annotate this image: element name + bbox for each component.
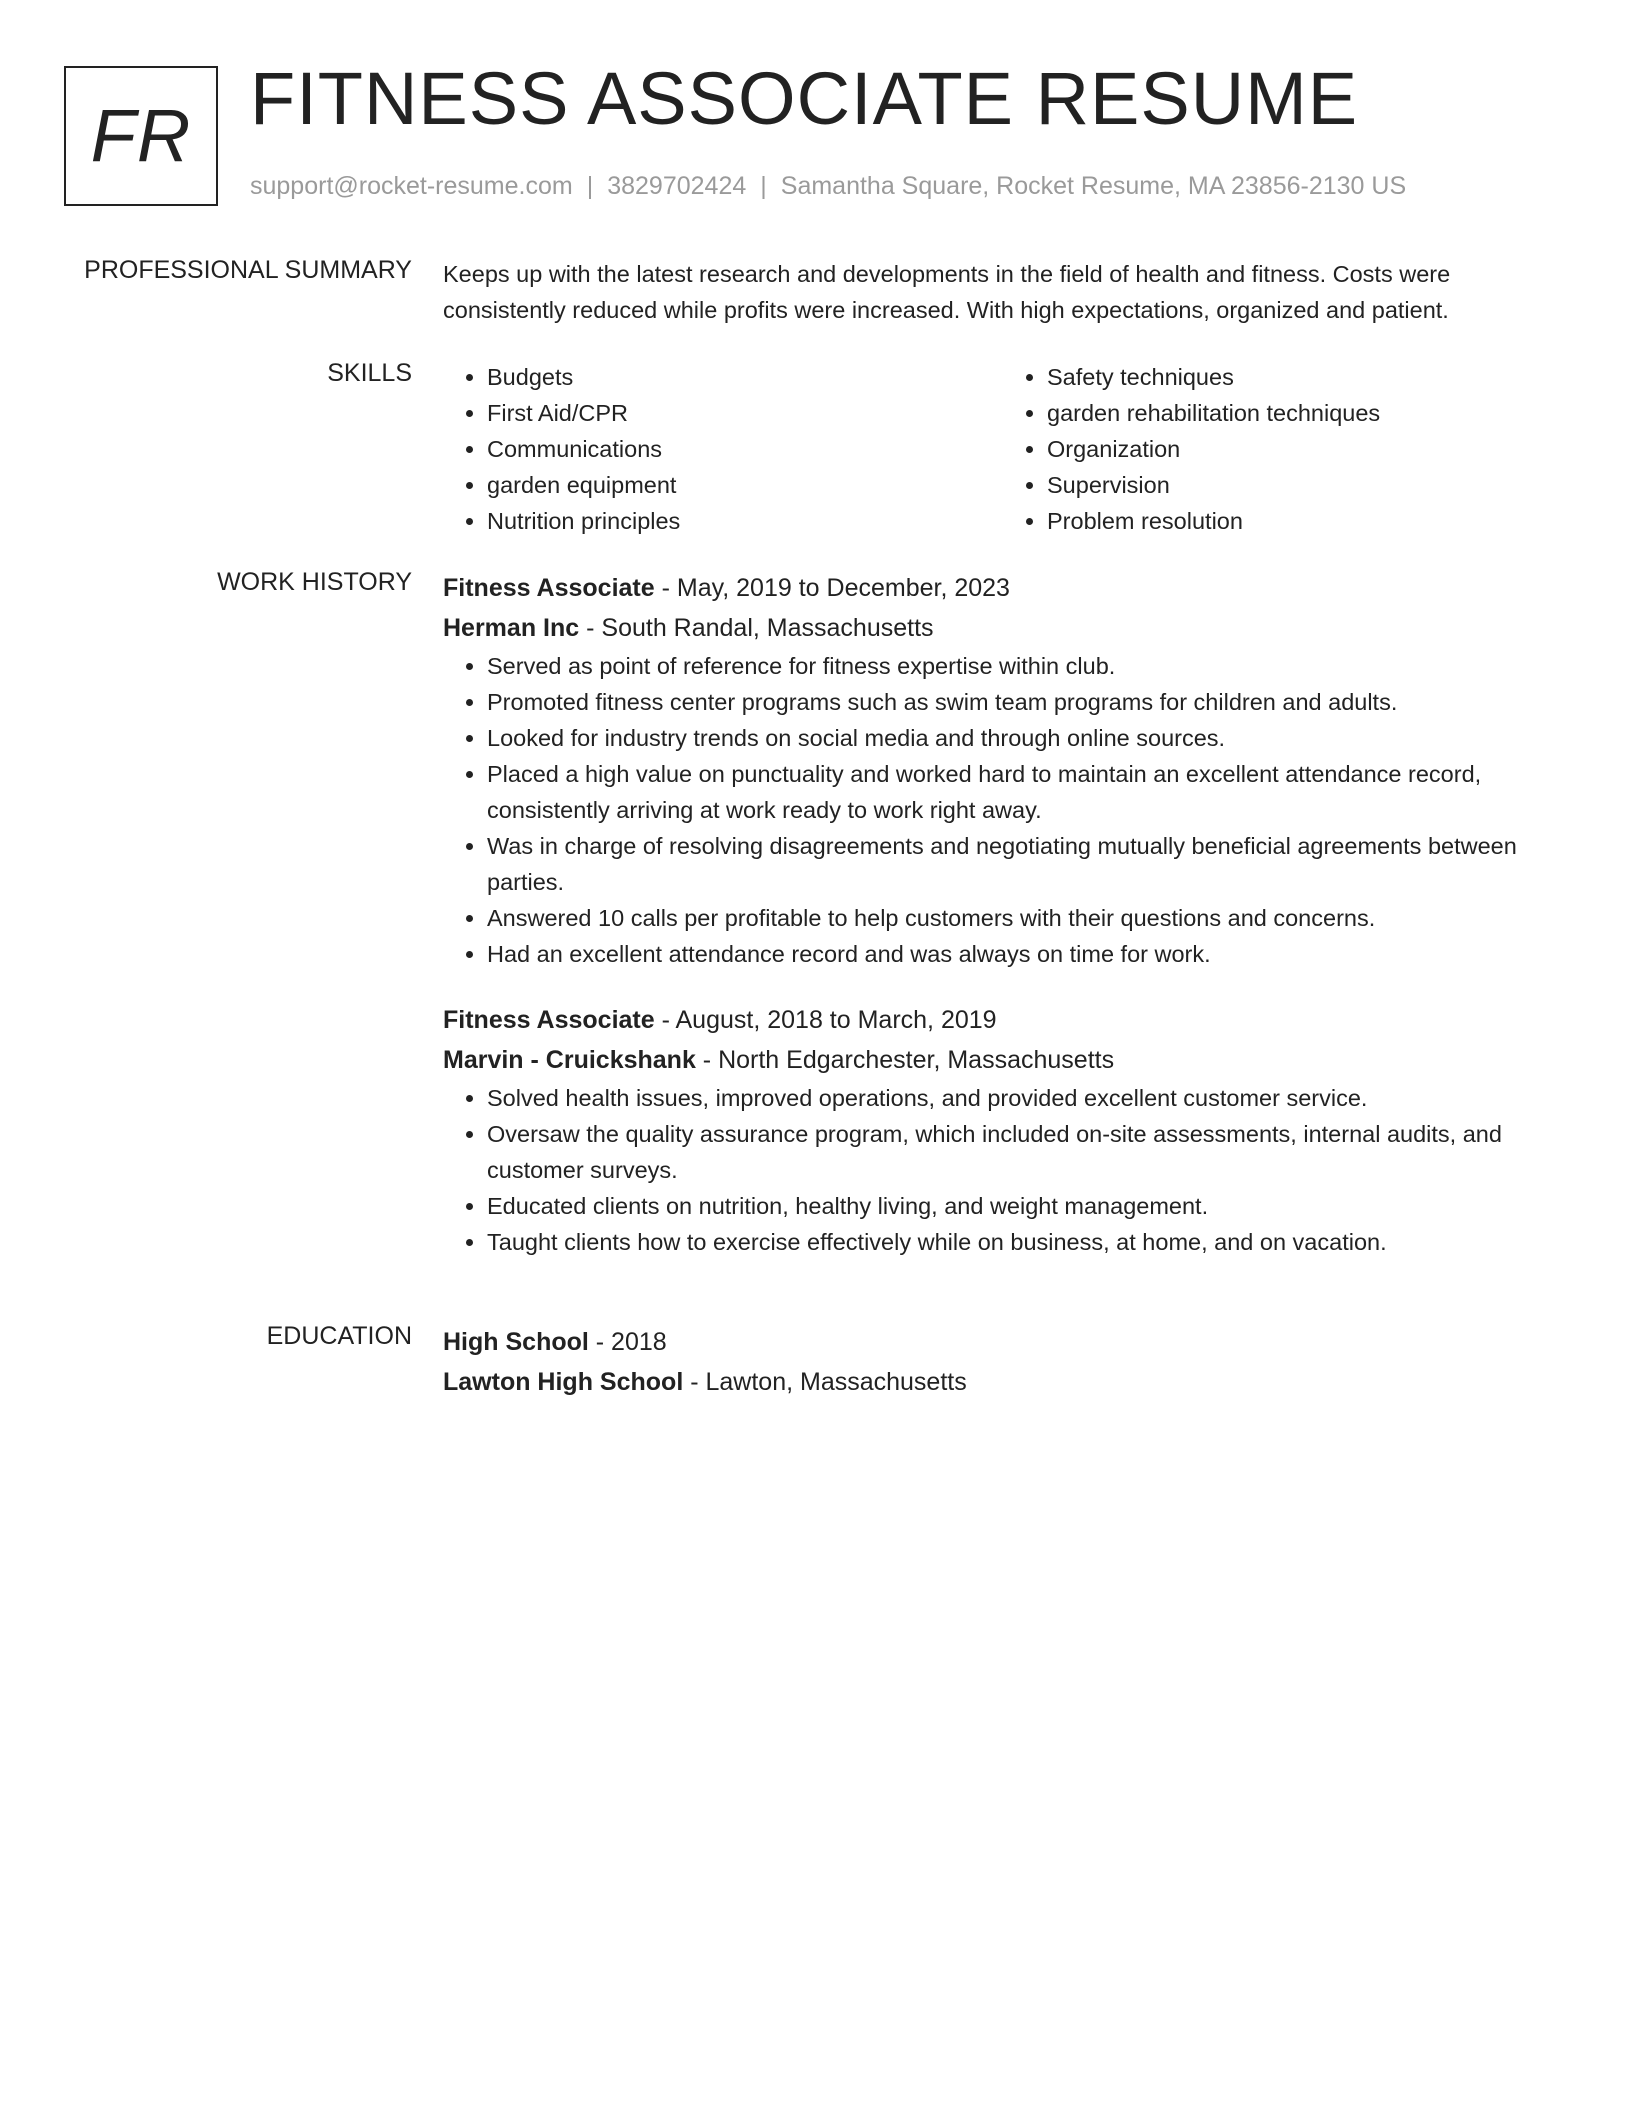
section-heading: WORK HISTORY <box>217 568 412 596</box>
school-location: - Lawton, Massachusetts <box>683 1368 967 1396</box>
duty-item: • Oversaw the quality assurance program, which included on-site assessments, internal audits, and customer surveys. <box>487 1116 1563 1188</box>
skill-item: • Organization <box>1047 431 1563 467</box>
duty-item: • Looked for industry trends on social media and through online sources. <box>487 720 1563 756</box>
school-name: Lawton High School <box>443 1368 684 1396</box>
skills-list-left <box>443 359 1003 539</box>
job-location: - South Randal, Massachusetts <box>579 614 934 642</box>
duty-item: • Solved health issues, improved operations, and provided excellent customer service. <box>487 1080 1563 1116</box>
section-heading: SKILLS <box>327 359 412 387</box>
skill-item: • Problem resolution <box>1047 503 1563 539</box>
duty-item: • Served as point of reference for fitness expertise within club. <box>487 648 1563 684</box>
skill-item: • garden equipment <box>487 467 1003 503</box>
skill-item: • Nutrition principles <box>487 503 1003 539</box>
contact-phone[interactable]: 3829702424 <box>607 172 747 200</box>
job-company-line <box>443 608 1563 648</box>
job-dates: - August, 2018 to March, 2019 <box>654 1006 997 1034</box>
school-line <box>443 1362 1563 1402</box>
contact-separator: | <box>760 172 767 200</box>
job-entry <box>443 568 1563 972</box>
duty-item: • Educated clients on nutrition, healthy living, and weight management. <box>487 1188 1563 1224</box>
duty-item: • Promoted fitness center programs such as swim team programs for children and adults. <box>487 684 1563 720</box>
work-history-body <box>443 568 1563 1260</box>
skill-item: • Safety techniques <box>1047 359 1563 395</box>
skills-body <box>443 359 1563 539</box>
contact-address: Samantha Square, Rocket Resume, MA 23856-2130 US <box>780 172 1407 200</box>
job-title-line <box>443 568 1563 608</box>
job-title: Fitness Associate <box>443 1006 655 1034</box>
summary-text: Keeps up with the latest research and developments in the field of health and fitness. Costs were consistently reduced while profits were increased. With high expectations, organized and patient. <box>443 261 1451 323</box>
resume-title: FITNESS ASSOCIATE RESUME <box>250 57 1359 140</box>
skill-item: • Budgets <box>487 359 1003 395</box>
skill-item: • First Aid/CPR <box>487 395 1003 431</box>
education-body <box>443 1322 1563 1402</box>
job-dates: - May, 2019 to December, 2023 <box>654 574 1010 602</box>
contact-email[interactable]: support@rocket-resume.com <box>250 172 573 200</box>
degree-year: - 2018 <box>588 1328 667 1356</box>
job-company: Marvin - Cruickshank <box>443 1046 696 1074</box>
job-duties-list <box>443 1080 1563 1260</box>
duty-item: • Had an excellent attendance record and was always on time for work. <box>487 936 1563 972</box>
duty-item: • Answered 10 calls per profitable to help customers with their questions and concerns. <box>487 900 1563 936</box>
skill-item: • Supervision <box>1047 467 1563 503</box>
job-title-line <box>443 1000 1563 1040</box>
duty-item: • Taught clients how to exercise effectively while on business, at home, and on vacation. <box>487 1224 1563 1260</box>
degree-name: High School <box>443 1328 589 1356</box>
job-location: - North Edgarchester, Massachusetts <box>695 1046 1115 1074</box>
degree-line <box>443 1322 1563 1362</box>
duty-item: • Was in charge of resolving disagreements and negotiating mutually beneficial agreements between parties. <box>487 828 1563 900</box>
job-company-line <box>443 1040 1563 1080</box>
monogram-box <box>64 66 218 206</box>
job-title: Fitness Associate <box>443 574 655 602</box>
skill-item: • Communications <box>487 431 1003 467</box>
job-company: Herman Inc <box>443 614 580 642</box>
job-entry <box>443 1000 1563 1260</box>
section-heading: PROFESSIONAL SUMMARY <box>84 256 412 284</box>
skills-list-right <box>1003 359 1563 539</box>
monogram-initials: FR <box>90 94 192 177</box>
section-heading: EDUCATION <box>266 1322 412 1350</box>
skill-item: • garden rehabilitation techniques <box>1047 395 1563 431</box>
job-duties-list <box>443 648 1563 972</box>
duty-item: • Placed a high value on punctuality and worked hard to maintain an excellent attendance record, consistently arriving at work ready to work right away. <box>487 756 1563 828</box>
summary-body <box>443 256 1563 328</box>
contact-separator: | <box>586 172 594 200</box>
contact-line <box>250 172 1406 201</box>
